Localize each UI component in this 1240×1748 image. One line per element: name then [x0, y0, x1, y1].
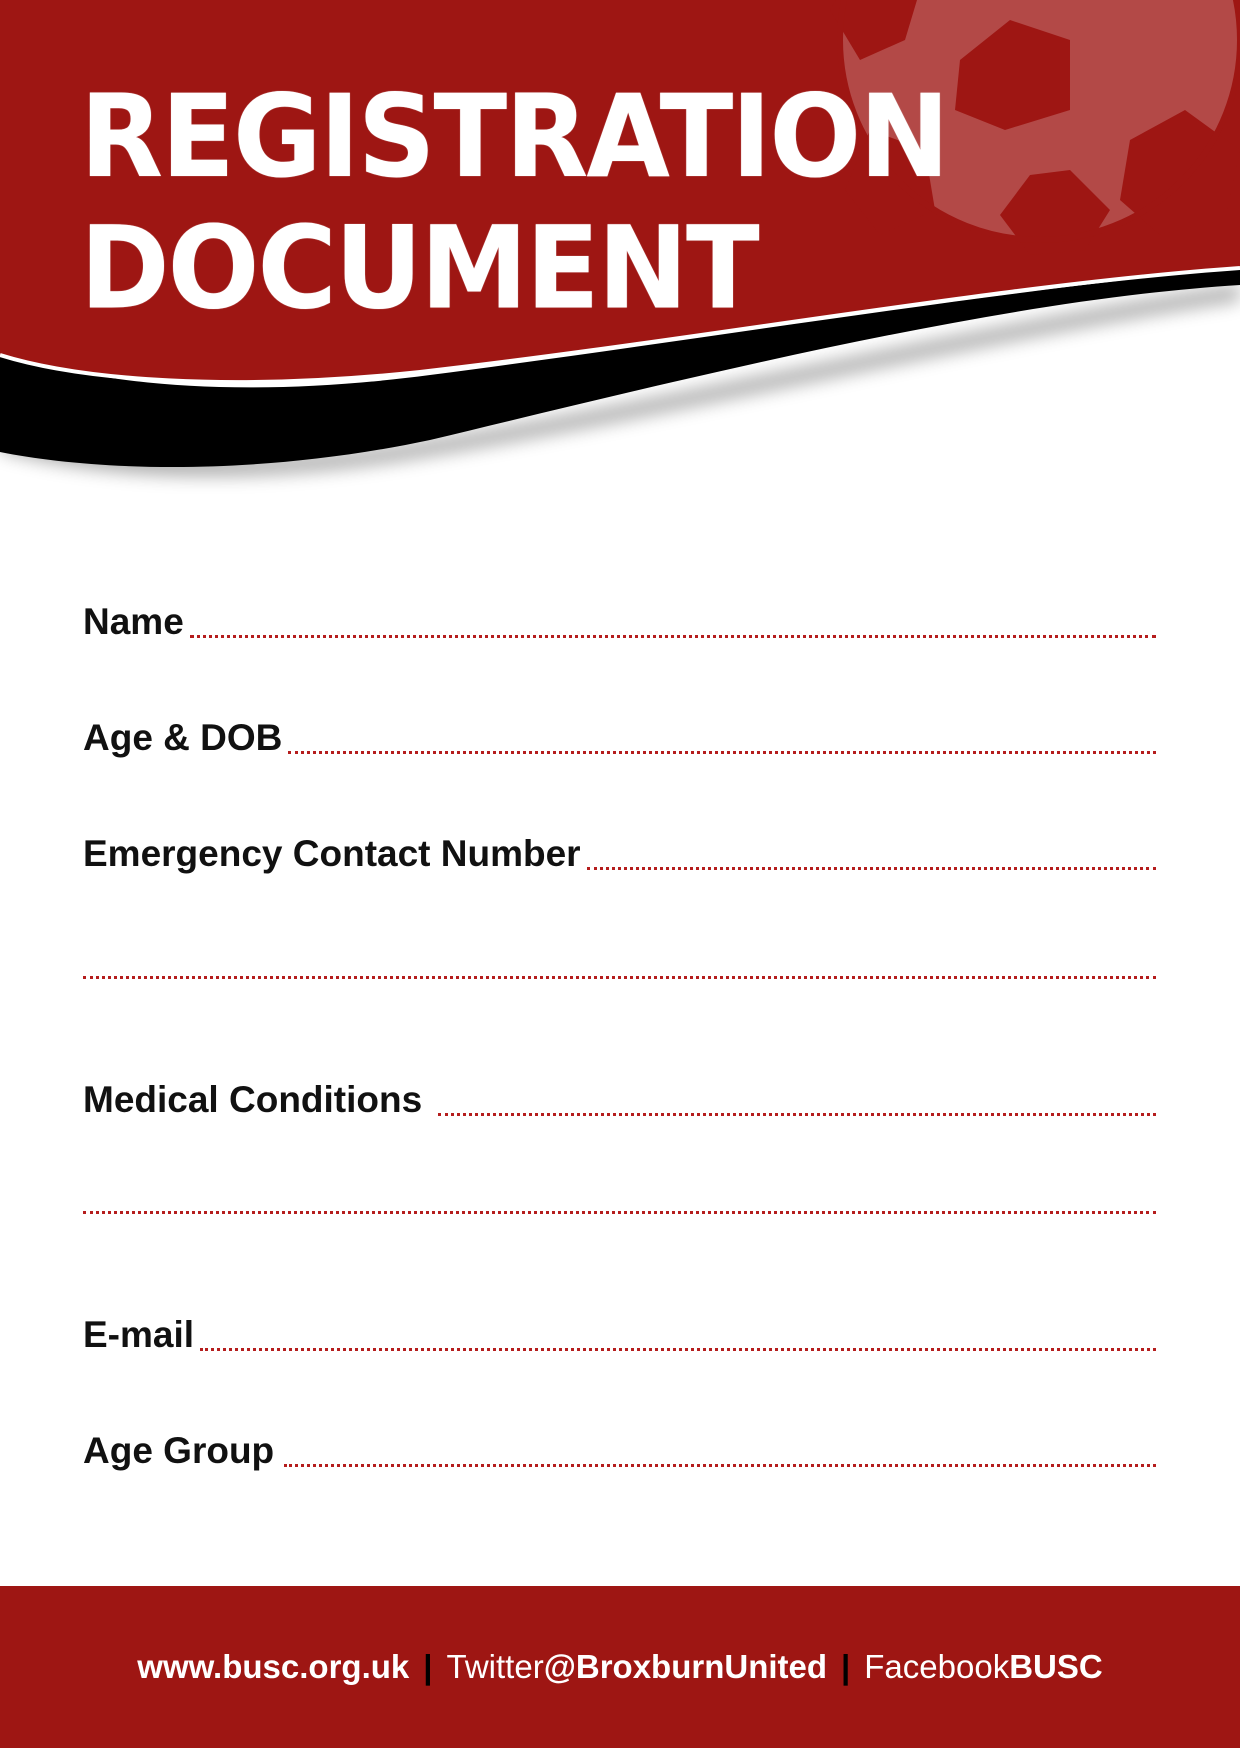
footer-bar — [0, 1586, 1240, 1748]
footer-separator: | — [423, 1648, 433, 1685]
title-line-2: DOCUMENT — [80, 202, 758, 335]
age-group-label: Age Group — [83, 1430, 275, 1471]
twitter-label: Twitter — [446, 1648, 544, 1685]
age-group-field[interactable] — [83, 1411, 1156, 1471]
name-line[interactable] — [190, 635, 1156, 638]
facebook-label: Facebook — [864, 1648, 1010, 1685]
twitter-handle[interactable]: @BroxburnUnited — [543, 1648, 828, 1685]
email-line[interactable] — [200, 1348, 1156, 1351]
emergency-contact-line[interactable] — [587, 867, 1156, 870]
medical-conditions-extra-line[interactable] — [83, 1211, 1156, 1214]
facebook-name[interactable]: BUSC — [1009, 1648, 1103, 1685]
age-dob-label: Age & DOB — [83, 717, 283, 758]
emergency-contact-label: Emergency Contact Number — [83, 833, 581, 874]
age-dob-line[interactable] — [288, 751, 1156, 754]
name-label: Name — [83, 601, 184, 642]
emergency-contact-field[interactable] — [83, 814, 1156, 874]
email-label: E-mail — [83, 1314, 195, 1355]
page-title — [80, 72, 948, 335]
title-line-1: REGISTRATION — [80, 70, 948, 204]
medical-conditions-field[interactable] — [83, 1060, 1156, 1120]
website-link[interactable]: www.busc.org.uk — [137, 1648, 410, 1685]
emergency-contact-extra-line[interactable] — [83, 976, 1156, 979]
name-field[interactable] — [83, 582, 1156, 642]
footer-separator: | — [841, 1648, 851, 1685]
age-group-line[interactable] — [284, 1464, 1156, 1467]
email-field[interactable] — [83, 1295, 1156, 1355]
medical-conditions-line[interactable] — [438, 1113, 1156, 1116]
medical-conditions-label: Medical Conditions — [83, 1079, 423, 1120]
age-dob-field[interactable] — [83, 698, 1156, 758]
